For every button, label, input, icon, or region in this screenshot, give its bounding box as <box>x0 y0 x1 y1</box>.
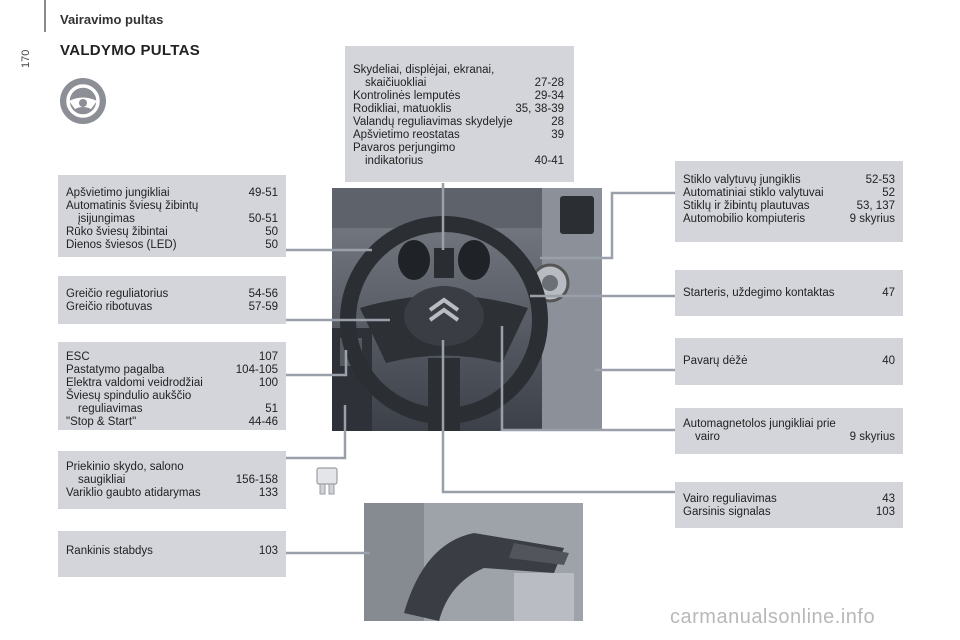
entry-row <box>66 351 278 364</box>
entry-label: Stiklų ir žibintų plautuvas <box>683 200 810 212</box>
entry-page: 51 <box>265 403 278 415</box>
list-instruments <box>353 64 564 168</box>
entry-page: 133 <box>258 487 278 499</box>
entry-page: 9 skyrius <box>849 431 895 443</box>
entry-row <box>353 64 564 77</box>
entry-label: Automagnetolos jungikliai prie <box>683 418 836 430</box>
entry-label: Starteris, uždegimo kontaktas <box>683 287 835 299</box>
entry-page: 28 <box>551 116 564 128</box>
entry-page <box>272 200 278 213</box>
entry-row <box>353 155 564 168</box>
list-fuses <box>66 461 278 500</box>
list-steering <box>683 493 895 519</box>
entry-label: Automatiniai stiklo valytuvai <box>683 187 824 199</box>
list-wipers <box>683 174 895 226</box>
entry-row <box>66 390 278 403</box>
entry-page: 29-34 <box>534 90 564 102</box>
entry-row <box>66 213 278 226</box>
entry-label: Automatinis šviesų žibintų <box>66 200 199 212</box>
entry-label: Apšvietimo jungikliai <box>66 187 170 199</box>
entry-page <box>558 142 564 155</box>
entry-page: 27-28 <box>534 77 564 89</box>
box-audio <box>675 408 903 454</box>
entry-label: Valandų reguliavimas skydelyje <box>353 116 513 128</box>
list-esc <box>66 351 278 429</box>
entry-page: 57-59 <box>248 301 278 313</box>
list-speed <box>66 288 278 314</box>
handbrake-photo <box>364 503 583 621</box>
box-handbrake <box>58 531 286 577</box>
entry-row <box>66 364 278 377</box>
entry-page <box>272 390 278 403</box>
entry-label: Variklio gaubto atidarymas <box>66 487 201 499</box>
entry-row <box>66 474 278 487</box>
entry-label: Skydeliai, displėjai, ekranai, <box>353 64 495 76</box>
entry-page: 40 <box>882 355 895 367</box>
entry-page: 49-51 <box>248 187 278 199</box>
header-bar <box>44 0 46 32</box>
entry-row <box>66 545 278 558</box>
list-audio <box>683 418 895 444</box>
entry-page: 100 <box>258 377 278 389</box>
fuse-icon <box>313 466 341 496</box>
entry-row <box>66 200 278 213</box>
entry-row <box>683 213 895 226</box>
box-speed <box>58 276 286 324</box>
entry-row <box>353 90 564 103</box>
entry-row <box>353 77 564 90</box>
entry-page: 50-51 <box>248 213 278 225</box>
page-title: VALDYMO PULTAS <box>60 42 201 59</box>
entry-label: Apšvietimo reostatas <box>353 129 460 141</box>
entry-label: "Stop & Start" <box>66 416 137 428</box>
entry-label: Greičio reguliatorius <box>66 288 169 300</box>
entry-label: Rodikliai, matuoklis <box>353 103 452 115</box>
entry-label: Dienos šviesos (LED) <box>66 239 177 251</box>
entry-label: ESC <box>66 351 90 363</box>
entry-row <box>683 506 895 519</box>
entry-page: 43 <box>882 493 895 505</box>
box-instruments <box>345 46 574 182</box>
entry-label: Priekinio skydo, salono <box>66 461 184 473</box>
entry-row <box>683 493 895 506</box>
entry-label: Kontrolinės lemputės <box>353 90 461 102</box>
entry-label: saugikliai <box>78 474 126 486</box>
entry-row <box>353 116 564 129</box>
entry-label: Garsinis signalas <box>683 506 771 518</box>
entry-row <box>66 487 278 500</box>
entry-label: Šviesų spindulio aukščio <box>66 390 192 402</box>
entry-label: Pavarų dėžė <box>683 355 748 367</box>
entry-row <box>66 403 278 416</box>
entry-label: Pastatymo pagalba <box>66 364 165 376</box>
entry-page <box>272 461 278 474</box>
entry-page: 103 <box>258 545 278 557</box>
entry-row <box>683 200 895 213</box>
entry-row <box>683 431 895 444</box>
entry-page <box>889 418 895 431</box>
entry-page: 39 <box>551 129 564 141</box>
entry-row <box>683 418 895 431</box>
entry-label: Automobilio kompiuteris <box>683 213 806 225</box>
entry-page: 44-46 <box>248 416 278 428</box>
list-handbrake <box>66 545 278 558</box>
entry-page: 40-41 <box>534 155 564 167</box>
section-title: Vairavimo pultas <box>60 12 164 27</box>
entry-row <box>66 461 278 474</box>
list-gearbox <box>683 355 895 368</box>
entry-label: skaičiuokliai <box>365 77 427 89</box>
watermark: carmanualsonline.info <box>670 606 876 628</box>
box-fuses <box>58 451 286 509</box>
entry-row <box>353 142 564 155</box>
box-wipers <box>675 161 903 242</box>
entry-page: 156-158 <box>235 474 278 486</box>
entry-row <box>66 301 278 314</box>
entry-row <box>66 416 278 429</box>
box-gearbox <box>675 338 903 385</box>
entry-label: Rūko šviesų žibintai <box>66 226 168 238</box>
entry-row <box>66 239 278 252</box>
entry-page: 54-56 <box>248 288 278 300</box>
box-ignition <box>675 270 903 316</box>
entry-label: vairo <box>695 431 720 443</box>
entry-page: 104-105 <box>235 364 278 376</box>
entry-label: Stiklo valytuvų jungiklis <box>683 174 801 186</box>
box-lighting <box>58 175 286 257</box>
box-esc <box>58 342 286 430</box>
entry-page: 103 <box>875 506 895 518</box>
page-number: 170 <box>20 49 32 68</box>
entry-page: 52 <box>882 187 895 199</box>
box-steering <box>675 482 903 528</box>
entry-row <box>66 288 278 301</box>
entry-row <box>683 174 895 187</box>
entry-row <box>66 187 278 200</box>
entry-label: Greičio ribotuvas <box>66 301 153 313</box>
entry-page <box>558 64 564 77</box>
list-lighting <box>66 187 278 252</box>
entry-row <box>66 226 278 239</box>
steering-wheel-icon <box>58 76 108 126</box>
entry-label: reguliavimas <box>78 403 143 415</box>
entry-page: 53, 137 <box>856 200 895 212</box>
entry-page: 35, 38-39 <box>515 103 564 115</box>
entry-page: 52-53 <box>865 174 895 186</box>
entry-label: Elektra valdomi veidrodžiai <box>66 377 203 389</box>
list-ignition <box>683 287 895 300</box>
entry-row <box>683 187 895 200</box>
entry-row <box>66 377 278 390</box>
entry-row <box>683 287 895 300</box>
entry-page: 9 skyrius <box>849 213 895 225</box>
entry-label: įsijungimas <box>78 213 135 225</box>
entry-label: Pavaros perjungimo <box>353 142 456 154</box>
entry-label: indikatorius <box>365 155 424 167</box>
entry-page: 50 <box>265 226 278 238</box>
entry-row <box>353 103 564 116</box>
entry-page: 47 <box>882 287 895 299</box>
entry-row <box>683 355 895 368</box>
entry-label: Rankinis stabdys <box>66 545 153 557</box>
entry-page: 107 <box>258 351 278 363</box>
dashboard-photo <box>332 188 602 431</box>
entry-row <box>353 129 564 142</box>
entry-label: Vairo reguliavimas <box>683 493 777 505</box>
entry-page: 50 <box>265 239 278 251</box>
